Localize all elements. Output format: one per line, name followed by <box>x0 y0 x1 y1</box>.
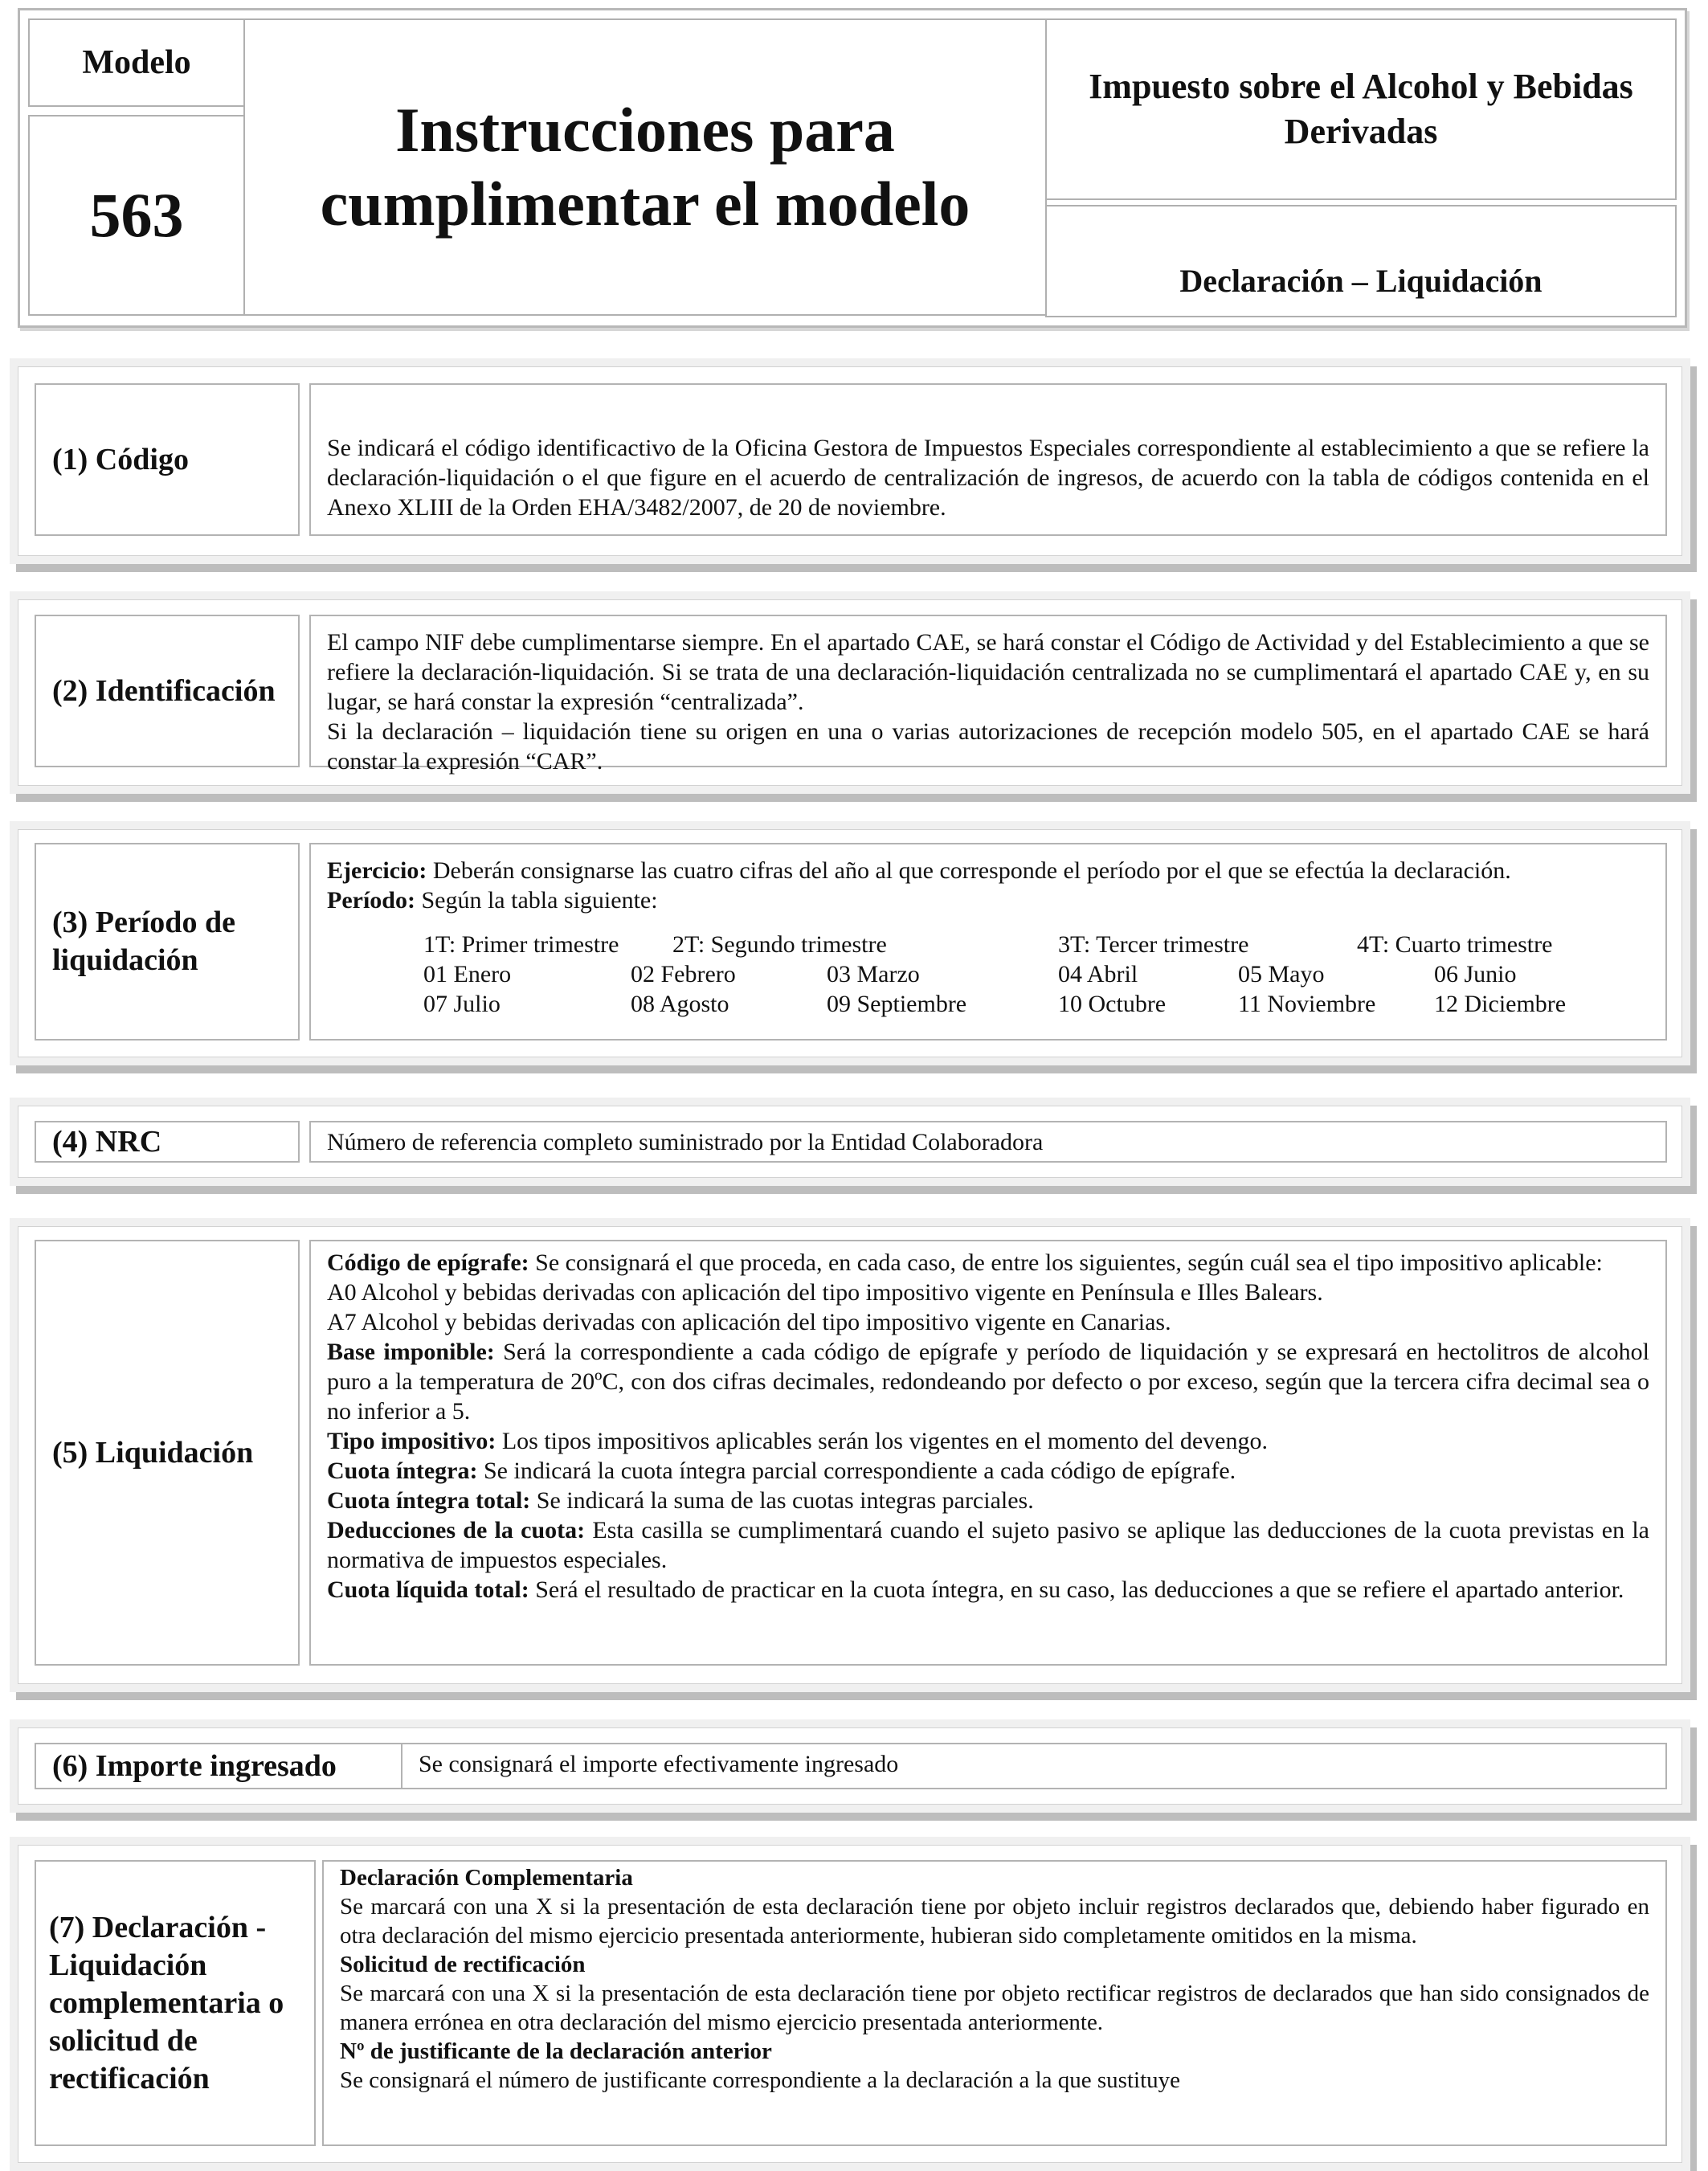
term: Base imponible: <box>327 1339 495 1365</box>
definition: Será el resultado de practicar en la cuota íntegra, en su caso, las deducciones a que se refiere el apartado anterior. <box>529 1576 1624 1603</box>
quarters-row <box>423 930 1649 959</box>
paragraph: Si la declaración – liquidación tiene su origen en una o varias autorizaciones de recepción modelo 505, en el apartado CAE se hará constar la expresión “CAR”. <box>327 718 1649 775</box>
section-codigo <box>18 366 1682 556</box>
subheading-text: Nº de justificante de la declaración anterior <box>340 2038 772 2064</box>
definition: Se indicará la suma de las cuotas integras parciales. <box>530 1487 1034 1514</box>
definition: Deberán consignarse las cuatro cifras del año al que corresponde el período por el que se efectúa la declaración. <box>427 857 1511 884</box>
section-text: Número de referencia completo suministrado por la Entidad Colaboradora <box>309 1121 1667 1163</box>
period-cell: 08 Agosto <box>631 991 729 1017</box>
paragraph: Se marcará con una X si la presentación de esta declaración tiene por objeto incluir registros declarados que, debiendo haber figurado en otra declaración del mismo ejercicio presentada anteriormente, hubieran sido completamente omitidos en la misma. <box>340 1894 1649 1948</box>
section-label: (4) NRC <box>35 1121 300 1163</box>
definition: Esta casilla se cumplimentará cuando el sujeto pasivo se aplique las deducciones de la cuota previstas en la normativa de impuestos especiales. <box>327 1517 1649 1573</box>
definition-line <box>327 1515 1649 1575</box>
term: Cuota íntegra total: <box>327 1487 531 1514</box>
definition: Se indicará la cuota íntegra parcial correspondiente a cada código de epígrafe. <box>477 1458 1236 1484</box>
period-cell: 09 Septiembre <box>827 991 967 1017</box>
declaration-type: Declaración – Liquidación <box>1045 205 1677 317</box>
term: Código de epígrafe: <box>327 1249 529 1276</box>
period-cell: 4T: Cuarto trimestre <box>1357 931 1553 958</box>
months-row <box>423 959 1649 989</box>
section-text <box>309 843 1667 1041</box>
term: Ejercicio: <box>327 857 427 884</box>
period-cell: 04 Abril <box>1058 961 1138 987</box>
section-text <box>322 1860 1667 2146</box>
definition-line <box>327 1575 1649 1605</box>
definition-line <box>327 1337 1649 1426</box>
paragraph: Se consignará el número de justificante correspondiente a la declaración a la que sustituye <box>340 2067 1181 2093</box>
modelo-label: Modelo <box>28 18 245 107</box>
section-importe <box>18 1727 1682 1805</box>
period-cell: 3T: Tercer trimestre <box>1058 931 1249 958</box>
paragraph: Se marcará con una X si la presentación de esta declaración tiene por objeto rectificar registros de declarados que han sido consignados de manera errónea en otra declaración del mismo ejercicio presentada anteriormente. <box>340 1981 1649 2035</box>
subheading <box>340 1863 1649 1892</box>
period-cell: 03 Marzo <box>827 961 920 987</box>
term: Tipo impositivo: <box>327 1428 496 1454</box>
section-nrc <box>18 1106 1682 1178</box>
term: Cuota íntegra: <box>327 1458 478 1484</box>
section-text: Se consignará el importe efectivamente ingresado <box>401 1743 1667 1789</box>
section-label: (2) Identificación <box>35 615 300 767</box>
period-cell: 06 Junio <box>1434 961 1517 987</box>
epigrafe-a7: A7 Alcohol y bebidas derivadas con aplicación del tipo impositivo vigente en Canarias. <box>327 1309 1171 1335</box>
tax-name: Impuesto sobre el Alcohol y Bebidas Derivadas <box>1045 18 1677 200</box>
subheading-text: Solicitud de rectificación <box>340 1952 586 1977</box>
periodo-line <box>327 885 1649 915</box>
period-cell: 02 Febrero <box>631 961 736 987</box>
ejercicio-line <box>327 856 1649 885</box>
section-periodo <box>18 829 1682 1057</box>
subheading <box>340 2037 1649 2066</box>
period-cell: 12 Diciembre <box>1434 991 1567 1017</box>
period-cell: 07 Julio <box>423 991 501 1017</box>
section-text <box>309 1240 1667 1666</box>
period-cell: 05 Mayo <box>1238 961 1325 987</box>
section-label: (6) Importe ingresado <box>35 1743 409 1789</box>
section-text <box>309 615 1667 775</box>
term: Período: <box>327 887 415 914</box>
paragraph: El campo NIF debe cumplimentarse siempre. En el apartado CAE, se hará constar el Código de Actividad y del Establecimiento a que se refiere la declaración-liquidación. Si se trata de una declaración-liquidación centralizada no se cumplimentará el apartado CAE y, en su lugar, se hará constar la expresión “centralizada”. <box>327 629 1649 715</box>
definition-line <box>327 1456 1649 1486</box>
section-liquidacion <box>18 1226 1682 1684</box>
section-text: Se indicará el código identificactivo de la Oficina Gestora de Impuestos Especiales correspondiente al establecimiento a que se refiere la declaración-liquidación o el que figure en el acuerdo de centralización de ingresos, de acuerdo con la tabla de códigos contenida en el Anexo XLIII de la Orden EHA/3482/2007, de 20 de noviembre. <box>309 383 1667 536</box>
period-cell: 01 Enero <box>423 961 512 987</box>
definition: Los tipos impositivos aplicables serán los vigentes en el momento del devengo. <box>496 1428 1268 1454</box>
period-cell: 10 Octubre <box>1058 991 1167 1017</box>
section-label: (3) Período de liquidación <box>35 843 300 1041</box>
section-label: (5) Liquidación <box>35 1240 300 1666</box>
section-complementaria <box>18 1845 1682 2163</box>
definition: Según la tabla siguiente: <box>415 887 658 914</box>
period-cell: 1T: Primer trimestre <box>423 931 619 958</box>
definition-line <box>327 1426 1649 1456</box>
period-table <box>327 930 1649 1019</box>
form-header <box>18 8 1687 328</box>
definition-line <box>327 1486 1649 1515</box>
period-cell: 11 Noviembre <box>1238 991 1376 1017</box>
months-row <box>423 989 1649 1019</box>
subheading-text: Declaración Complementaria <box>340 1865 633 1891</box>
modelo-number: 563 <box>28 115 245 316</box>
term: Deducciones de la cuota: <box>327 1517 586 1543</box>
definition-line <box>327 1248 1649 1278</box>
period-cell: 2T: Segundo trimestre <box>672 931 887 958</box>
section-identificacion <box>18 599 1682 786</box>
page-title: Instrucciones para cumplimentar el modelo <box>243 18 1047 316</box>
term: Cuota líquida total: <box>327 1576 529 1603</box>
section-label: (7) Declaración - Liquidación complementaria o solicitud de rectificación <box>35 1860 316 2146</box>
subheading <box>340 1950 1649 1979</box>
definition: Será la correspondiente a cada código de epígrafe y período de liquidación y se expresará en hectolitros de alcohol puro a la temperatura de 20ºC, con dos cifras decimales, redondeando por defecto o por exceso, según que la tercera cifra decimal sea o no inferior a 5. <box>327 1339 1649 1425</box>
definition: Se consignará el que proceda, en cada caso, de entre los siguientes, según cuál sea el tipo impositivo aplicable: <box>529 1249 1603 1276</box>
section-label: (1) Código <box>35 383 300 536</box>
epigrafe-a0: A0 Alcohol y bebidas derivadas con aplicación del tipo impositivo vigente en Península e Illes Balears. <box>327 1279 1323 1306</box>
